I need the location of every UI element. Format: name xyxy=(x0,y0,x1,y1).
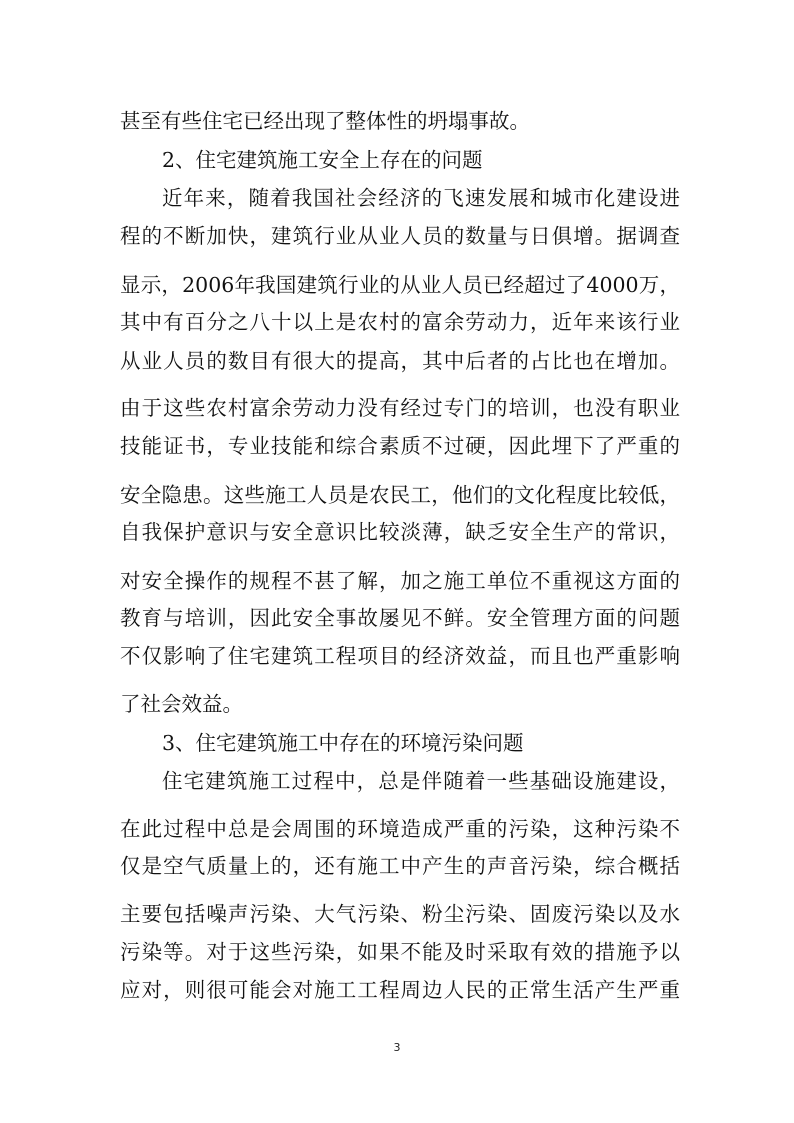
body-text-line: 住宅建筑施工过程中，总是伴随着一些基础设施建设， xyxy=(162,769,680,793)
body-text-line: 自我保护意识与安全意识比较淡薄，缺乏安全生产的常识， xyxy=(120,520,680,544)
body-text-line: 仅是空气质量上的，还有施工中产生的声音污染，综合概括 xyxy=(120,854,680,878)
body-text-line: 污染等。对于这些污染，如果不能及时采取有效的措施予以 xyxy=(120,940,680,964)
body-text-line: 教育与培训，因此安全事故屡见不鲜。安全管理方面的问题 xyxy=(120,606,680,630)
body-text-line: 甚至有些住宅已经出现了整体性的坍塌事故。 xyxy=(120,109,530,133)
body-text-line: 对安全操作的规程不甚了解，加之施工单位不重视这方面的 xyxy=(120,569,680,593)
body-text-line: 安全隐患。这些施工人员是农民工，他们的文化程度比较低， xyxy=(120,483,680,507)
body-text-line: 从业人员的数目有很大的提高，其中后者的占比也在增加。 xyxy=(120,349,680,373)
body-text-line: 显示，2006年我国建筑行业的从业人员已经超过了4000万， xyxy=(120,273,680,297)
body-text-line: 程的不断加快，建筑行业从业人员的数量与日俱增。据调查 xyxy=(120,224,680,248)
body-text-line: 主要包括噪声污染、大气污染、粉尘污染、固废污染以及水 xyxy=(120,902,680,926)
body-text-line: 了社会效益。 xyxy=(120,692,243,716)
page-number: 3 xyxy=(393,1041,401,1054)
body-text-line: 不仅影响了住宅建筑工程项目的经济效益，而且也严重影响 xyxy=(120,644,680,668)
body-text-line: 应对，则很可能会对施工工程周边人民的正常生活产生严重 xyxy=(120,978,680,1002)
body-text-line: 近年来，随着我国社会经济的飞速发展和城市化建设进 xyxy=(162,186,680,210)
body-text-line: 其中有百分之八十以上是农村的富余劳动力，近年来该行业 xyxy=(120,310,680,334)
section-heading-2: 2、住宅建筑施工安全上存在的问题 xyxy=(162,148,483,172)
section-heading-3: 3、住宅建筑施工中存在的环境污染问题 xyxy=(162,731,524,755)
body-text-line: 技能证书，专业技能和综合素质不过硬，因此埋下了严重的 xyxy=(120,434,680,458)
body-text-line: 由于这些农村富余劳动力没有经过专门的培训，也没有职业 xyxy=(120,396,680,420)
body-text-line: 在此过程中总是会周围的环境造成严重的污染，这种污染不 xyxy=(120,817,680,841)
